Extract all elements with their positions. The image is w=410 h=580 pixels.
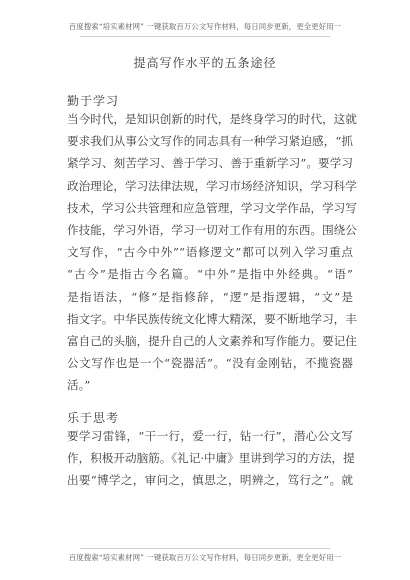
paragraph-line: 文写作，“古今中外”“语修逻文”都可以列入学习重点 bbox=[67, 245, 353, 260]
paragraph-line: 是指语法，“修”是指修辞，“逻”是指逻辑，“文”是 bbox=[67, 289, 353, 304]
document-title: 提高写作水平的五条途径 bbox=[133, 56, 277, 70]
paragraph-line: 作，积极开动脑筋。《礼记·中庸》里讲到学习的方法，提 bbox=[67, 451, 355, 466]
section-heading-enjoy-thinking: 乐于思考 bbox=[67, 411, 120, 425]
paragraph-line: 作技能，学习外语，学习一切对工作有用的东西。围绕公 bbox=[67, 222, 357, 237]
header-rule bbox=[80, 36, 330, 37]
paragraph-line: 政治理论，学习法律法规，学习市场经济知识，学习科学 bbox=[67, 178, 357, 193]
paragraph-line: 富自己的头脑，提升自己的人文素养和写作能力。要记住 bbox=[67, 333, 357, 348]
footer-banner: 百度搜索“培实素材网” 一键获取百万公文写作材料，每日同步更新，更全更好用一 bbox=[68, 553, 342, 562]
paragraph-line: 活。” bbox=[67, 378, 91, 393]
paragraph-line: 公文写作也是一个“瓷器活”。“没有金刚钻，不揽瓷器 bbox=[67, 356, 353, 371]
paragraph-line: 技术，学习公共管理和应急管理，学习文学作品，学习写 bbox=[67, 200, 357, 215]
paragraph-line: 指文字。中华民族传统文化博大精深，要不断地学习，丰 bbox=[67, 311, 357, 326]
section-heading-diligent-study: 勤于学习 bbox=[67, 94, 120, 108]
paragraph-line: 当今时代，是知识创新的时代，是终身学习的时代，这就 bbox=[67, 112, 357, 126]
paragraph-line: “古今”是指古今名篇。“中外”是指中外经典。“语” bbox=[67, 267, 353, 282]
paragraph-line: 要学习雷锋，“干一行，爱一行，钻一行”，潜心公文写 bbox=[67, 429, 353, 443]
section-paragraph-diligent-study bbox=[67, 108, 357, 396]
paragraph-line: 出要“博学之，审问之，慎思之，明辨之，笃行之”。就 bbox=[67, 473, 353, 488]
header-banner: 百度搜索“培实素材网” 一键获取百万公文写作材料，每日同步更新，更全更好用一 bbox=[68, 22, 342, 31]
paragraph-line: 要求我们从事公文写作的同志具有一种学习紧迫感，“抓 bbox=[67, 134, 353, 149]
section-paragraph-enjoy-thinking bbox=[67, 425, 353, 492]
paragraph-line: 紧学习、刻苦学习、善于学习、善于重新学习”。要学习 bbox=[67, 156, 353, 171]
footer-rule bbox=[80, 548, 330, 549]
